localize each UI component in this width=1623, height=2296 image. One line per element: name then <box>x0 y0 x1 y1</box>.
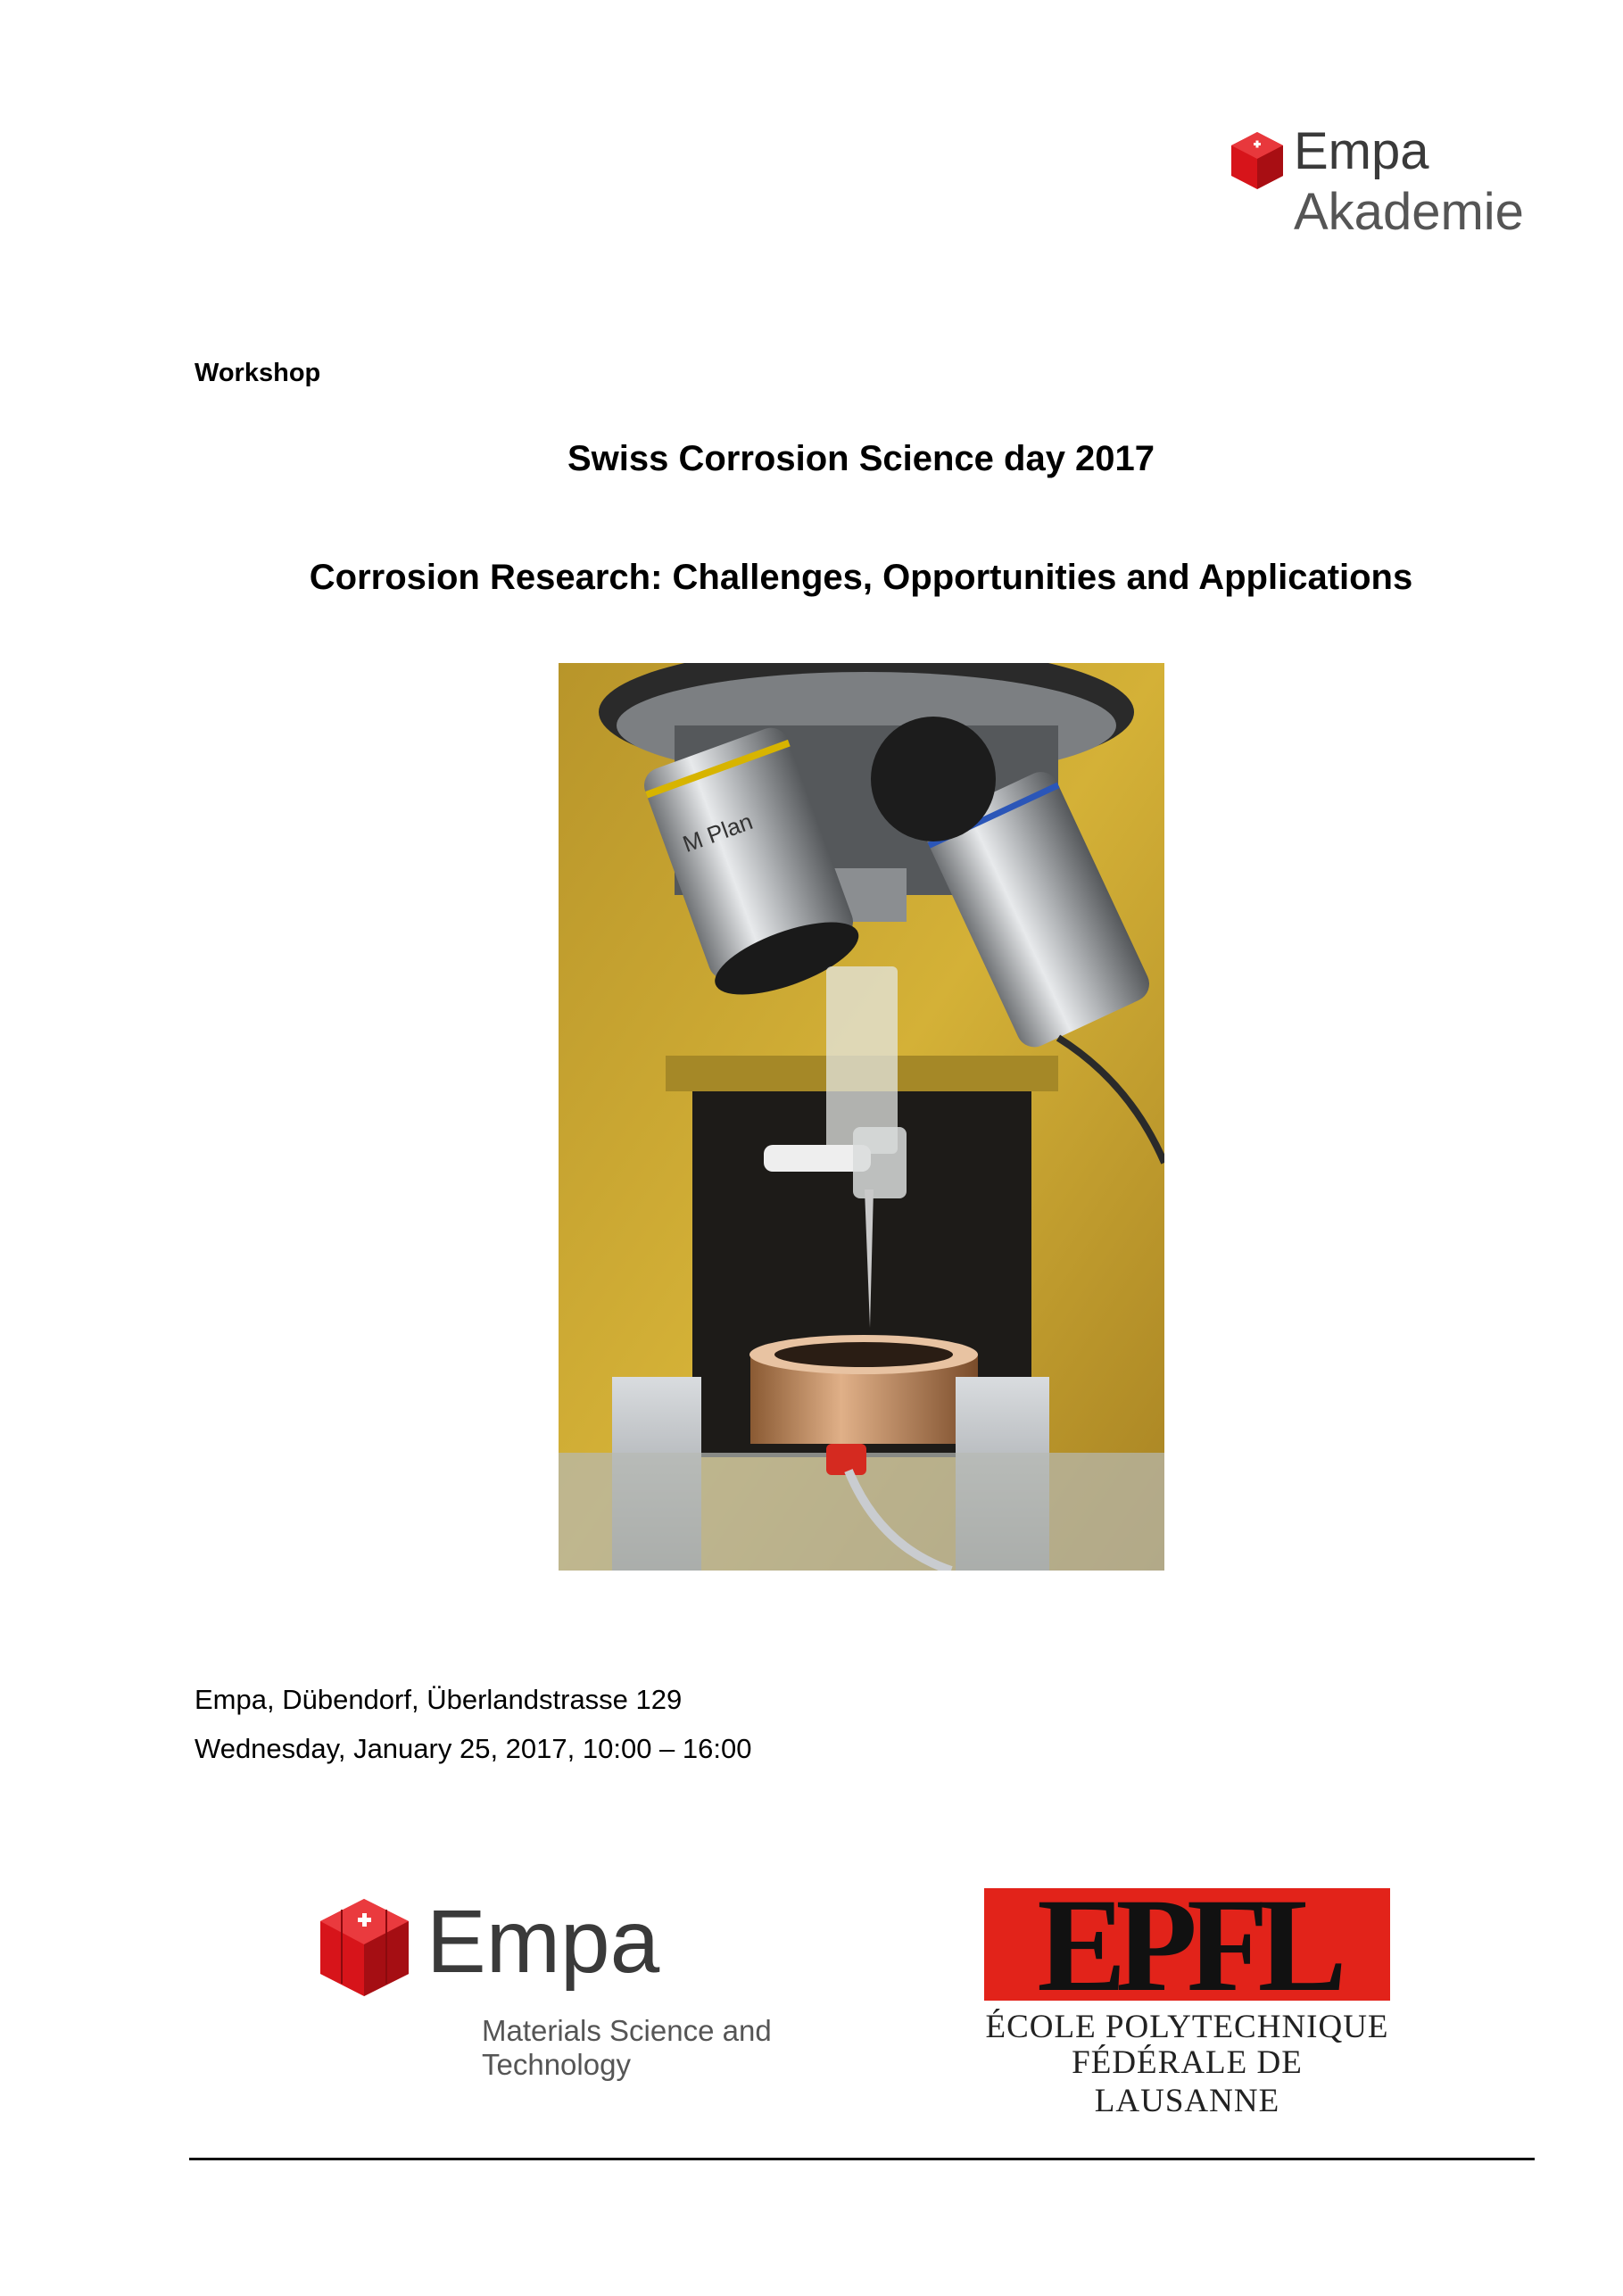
epfl-mark <box>984 1885 1390 2004</box>
page-title: Swiss Corrosion Science day 2017 <box>567 439 1155 478</box>
empa-logo-tagline: Materials Science and Technology <box>482 2014 772 2081</box>
venue-datetime: Wednesday, January 25, 2017, 10:00 – 16:00 <box>195 1733 752 1764</box>
empa-cube-icon <box>318 1896 411 1999</box>
page-subtitle: Corrosion Research: Challenges, Opportunities and Applications <box>309 558 1413 597</box>
epfl-line1: ÉCOLE POLYTECHNIQUE <box>985 2009 1389 2045</box>
footer-divider <box>189 2158 1535 2160</box>
lens-text: M Plan <box>679 808 757 858</box>
header-logo-brand: Empa <box>1294 122 1429 180</box>
epfl-logo <box>984 1885 1390 2119</box>
venue-location: Empa, Dübendorf, Überlandstrasse 129 <box>195 1684 683 1715</box>
empa-logo-name: Empa <box>426 1892 660 1992</box>
empa-akademie-logo <box>1230 123 1533 248</box>
kicker-label: Workshop <box>195 359 321 387</box>
epfl-mark-text: EPFL <box>1037 1885 1337 2004</box>
header-logo-sub: Akademie <box>1294 183 1524 241</box>
empa-logo <box>318 1892 898 2081</box>
empa-cube-icon <box>1230 130 1285 191</box>
epfl-line2: FÉDÉRALE DE LAUSANNE <box>1072 2044 1303 2119</box>
microscope-photo <box>559 663 1164 1571</box>
